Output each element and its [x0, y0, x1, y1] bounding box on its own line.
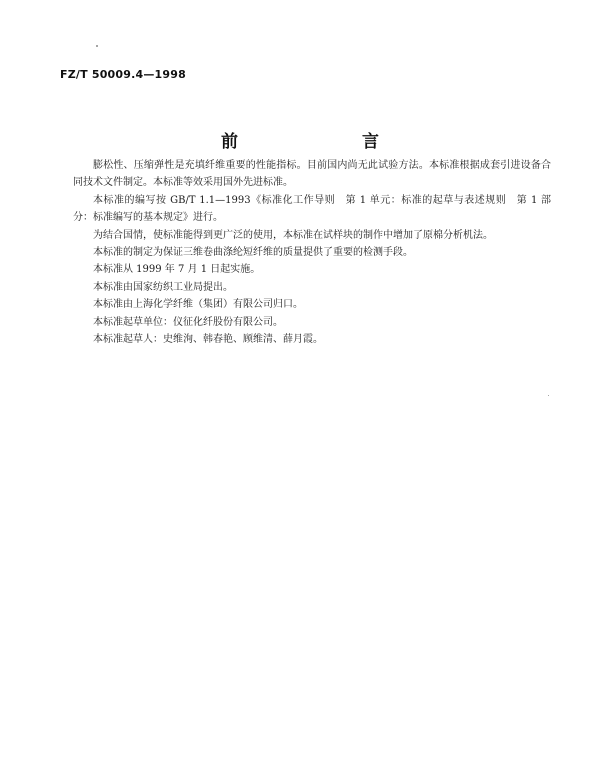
paragraph-national-conditions: 为结合国情，使标准能得到更广泛的使用，本标准在试样块的制作中增加了原棉分析机法。	[93, 229, 493, 241]
paragraph-effective-date: 本标准从 1999 年 7 月 1 日起实施。	[93, 264, 261, 276]
paragraph-drafting-rules: 本标准的编写按 GB/T 1.1—1993《标准化工作导则 第 1 单元：标准的起草与表述规则 第 1 部分：标准编写的基本规定》进行。	[73, 194, 551, 224]
page-title: 前 言	[221, 132, 409, 152]
paragraph-administrator: 本标准由上海化学纤维（集团）有限公司归口。	[93, 299, 303, 311]
scan-speck	[96, 45, 98, 47]
foreword-body	[73, 157, 551, 348]
paragraph-drafters: 本标准起草人：史维洵、韩春艳、顾维清、薛月霞。	[93, 334, 323, 346]
standard-code: FZ/T 50009.4—1998	[60, 68, 186, 81]
scan-speck	[548, 395, 549, 396]
paragraph-drafting-unit: 本标准起草单位：仪征化纤股份有限公司。	[93, 316, 283, 328]
paragraph-intro: 膨松性、压缩弹性是充填纤维重要的性能指标。目前国内尚无此试验方法。本标准根据成套引进设备合同技术文件制定。本标准等效采用国外先进标准。	[73, 160, 551, 189]
paragraph-proposer: 本标准由国家纺织工业局提出。	[93, 281, 233, 293]
paragraph-purpose: 本标准的制定为保证三维卷曲涤纶短纤维的质量提供了重要的检测手段。	[93, 247, 413, 259]
